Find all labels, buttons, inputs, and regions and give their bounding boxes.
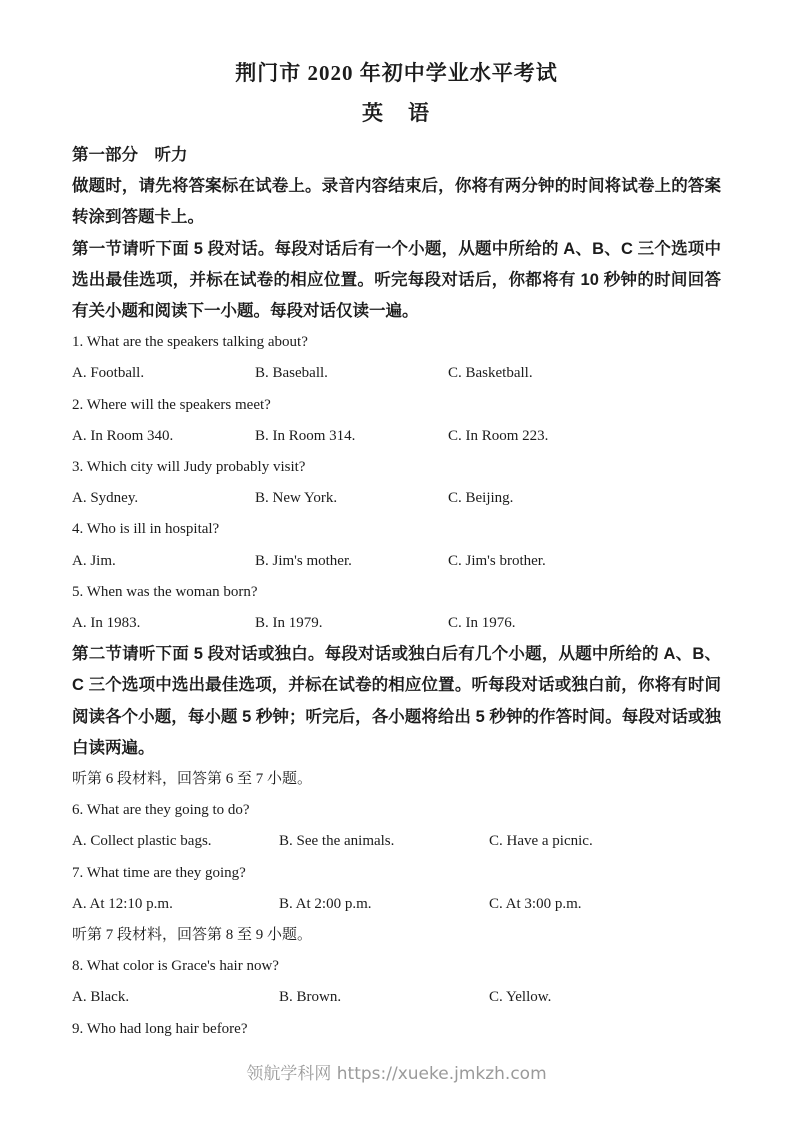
question-3-option-b: B. New York.: [255, 490, 338, 507]
question-3-stem: 3. Which city will Judy probably visit?: [72, 459, 306, 476]
part1-heading: 第一部分 听力: [72, 146, 188, 164]
question-7-option-a: A. At 12:10 p.m.: [72, 895, 173, 912]
question-4: [72, 514, 721, 576]
question-8-option-b: B. Brown.: [279, 989, 342, 1006]
question-4-option-b: B. Jim's mother.: [255, 552, 352, 569]
question-3-option-a: A. Sydney.: [72, 490, 139, 507]
question-6-option-c: C. Have a picnic.: [489, 833, 593, 850]
subject-title: 英 语: [362, 101, 431, 125]
question-6-options: [72, 826, 721, 857]
question-1-options: [72, 358, 721, 389]
question-7-option-b: B. At 2:00 p.m.: [279, 895, 372, 912]
question-3-option-c: C. Beijing.: [448, 490, 514, 507]
question-8-stem: 8. What color is Grace's hair now?: [72, 958, 279, 975]
question-1: [72, 327, 721, 389]
question-1-option-c: C. Basketball.: [448, 365, 533, 382]
question-2-stem: 2. Where will the speakers meet?: [72, 396, 271, 413]
question-5-stem: 5. When was the woman born?: [72, 583, 258, 600]
question-5-option-b: B. In 1979.: [255, 615, 323, 632]
question-4-option-c: C. Jim's brother.: [448, 552, 546, 569]
question-2: [72, 390, 721, 452]
question-5-option-a: A. In 1983.: [72, 615, 141, 632]
material-7-note: 听第 7 段材料，回答第 8 至 9 小题。: [72, 927, 313, 944]
question-2-option-c: C. In Room 223.: [448, 427, 549, 444]
section1-intro: 第一节请听下面 5 段对话。每段对话后有一个小题，从题中所给的 A、B、C 三个选项中选出最佳选项，并标在试卷的相应位置。听完每段对话后，你都将有 10 秒钟的时间回答有关小题和阅读下一小题。每段对话仅读一遍。: [72, 239, 721, 321]
question-5-options: [72, 608, 721, 639]
question-6-stem: 6. What are they going to do?: [72, 802, 250, 819]
exam-title: 荆门市 2020 年初中学业水平考试: [235, 61, 558, 85]
answer-transfer-instructions: 做题时，请先将答案标在试卷上。录音内容结束后，你将有两分钟的时间将试卷上的答案转涂到答题卡上。: [72, 177, 721, 227]
question-3-options: [72, 483, 721, 514]
question-7-stem: 7. What time are they going?: [72, 864, 246, 881]
question-9: [72, 1014, 721, 1045]
content-flow: [72, 140, 721, 1045]
question-1-stem: 1. What are the speakers talking about?: [72, 334, 308, 351]
question-2-option-b: B. In Room 314.: [255, 427, 356, 444]
question-8-option-c: C. Yellow.: [489, 989, 552, 1006]
question-8-option-a: A. Black.: [72, 989, 130, 1006]
question-4-stem: 4. Who is ill in hospital?: [72, 521, 220, 538]
question-2-option-a: A. In Room 340.: [72, 427, 174, 444]
material-6-note: 听第 6 段材料，回答第 6 至 7 小题。: [72, 771, 313, 788]
question-7-options: [72, 889, 721, 920]
question-3: [72, 452, 721, 514]
question-1-option-a: A. Football.: [72, 365, 145, 382]
question-4-options: [72, 546, 721, 577]
question-7-option-c: C. At 3:00 p.m.: [489, 895, 582, 912]
question-5: [72, 577, 721, 639]
question-8: [72, 951, 721, 1013]
question-5-option-c: C. In 1976.: [448, 615, 516, 632]
question-1-option-b: B. Baseball.: [255, 365, 328, 382]
watermark-footer: 领航学科网 https://xueke.jmkzh.com: [246, 1064, 547, 1084]
question-6-option-b: B. See the animals.: [279, 833, 395, 850]
section2-intro: 第二节请听下面 5 段对话或独白。每段对话或独白后有几个小题，从题中所给的 A、B、C 三个选项中选出最佳选项，并标在试卷的相应位置。听每段对话或独白前，你将有时间阅读各个小题，每小题 5 秒钟；听完后，各小题将给出 5 秒钟的作答时间。每段对话或独白读两遍。: [72, 645, 721, 757]
question-9-stem: 9. Who had long hair before?: [72, 1020, 248, 1037]
question-2-options: [72, 421, 721, 452]
question-4-option-a: A. Jim.: [72, 552, 116, 569]
question-7: [72, 858, 721, 920]
question-6-option-a: A. Collect plastic bags.: [72, 833, 212, 850]
question-8-options: [72, 982, 721, 1013]
question-6: [72, 795, 721, 857]
